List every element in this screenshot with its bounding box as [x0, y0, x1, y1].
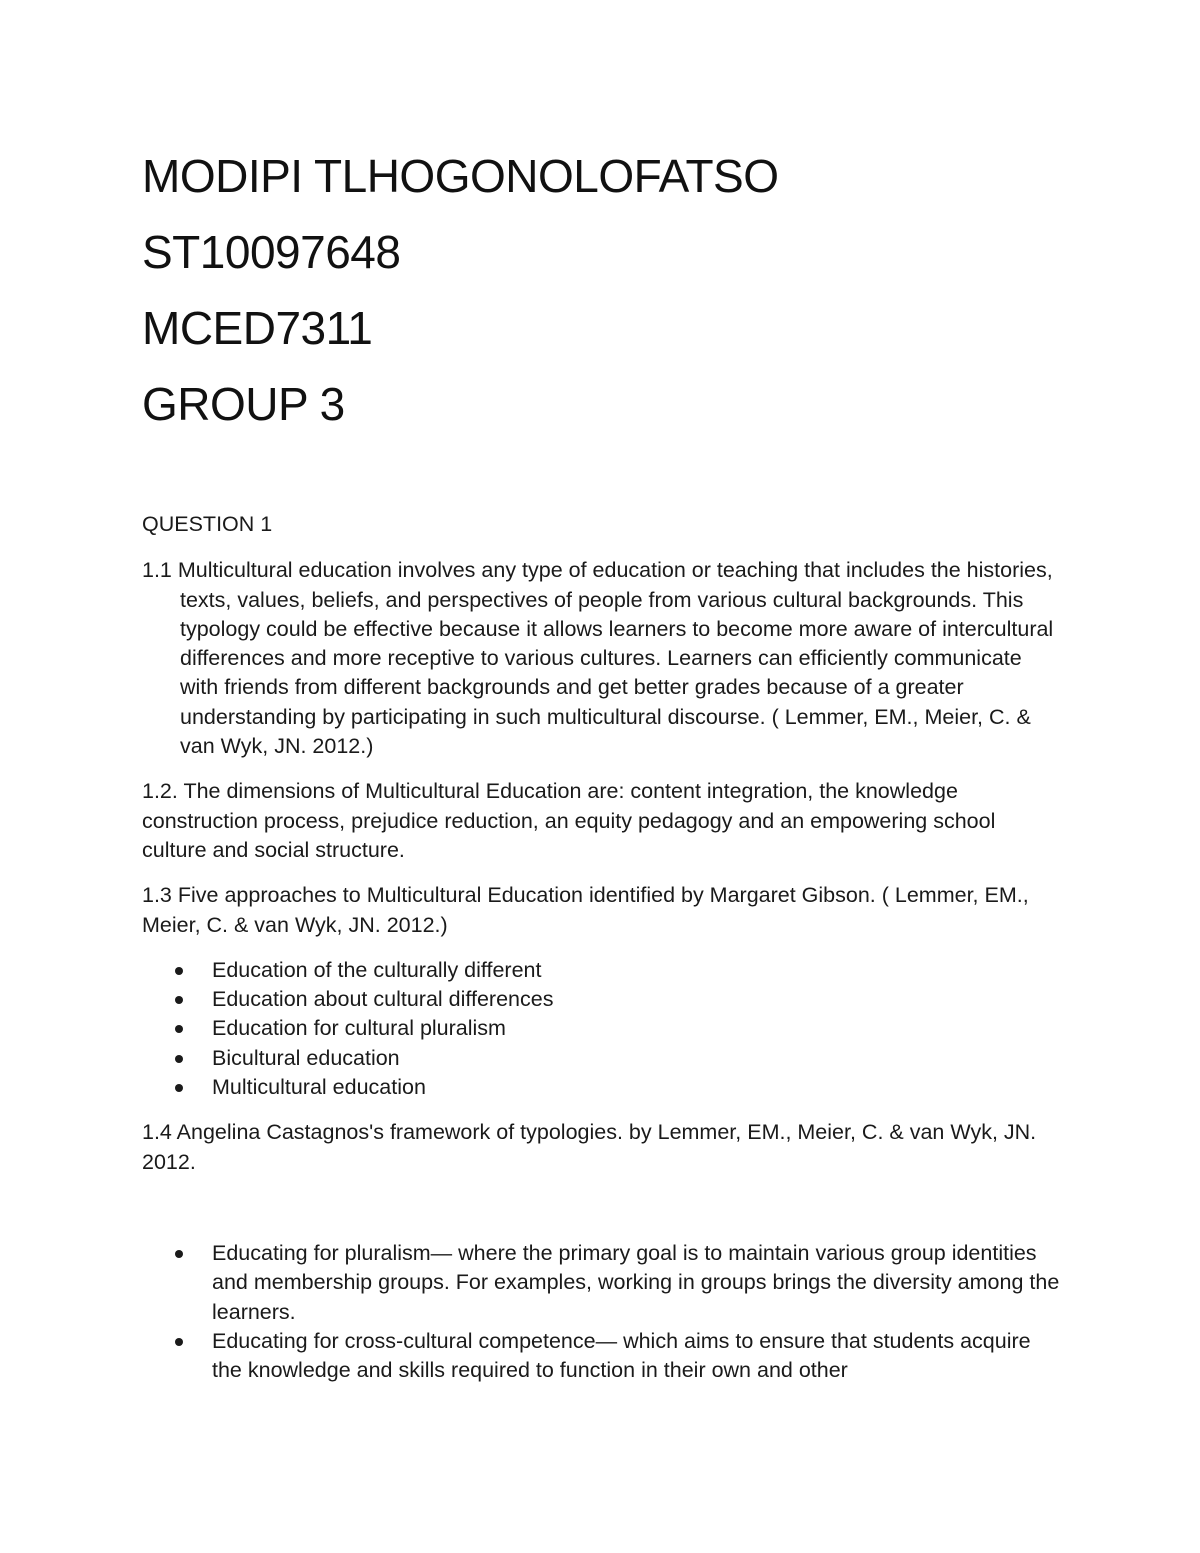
list-item — [142, 1327, 1062, 1386]
list-item-text: Bicultural education — [212, 1045, 400, 1070]
group-label: GROUP 3 — [142, 378, 345, 430]
answer-1-4: 1.4 Angelina Castagnos's framework of typologies. by Lemmer, EM., Meier, C. & van Wyk, JN. 2012. — [142, 1120, 1037, 1174]
list-item — [142, 1014, 1062, 1043]
typologies-list — [142, 1239, 1062, 1385]
bullet-icon — [175, 967, 183, 975]
list-item-text: Educating for pluralism— where the primary goal is to maintain various group identities and membership groups. For examples, working in groups brings the diversity among the learners. — [212, 1240, 1060, 1324]
bullet-icon — [175, 1084, 183, 1092]
bullet-icon — [175, 1250, 183, 1258]
list-item — [142, 985, 1062, 1014]
list-item-text: Education for cultural pluralism — [212, 1016, 506, 1041]
bullet-icon — [175, 1055, 183, 1063]
approaches-list — [142, 956, 1062, 1102]
question-heading: QUESTION 1 — [142, 512, 273, 536]
bullet-icon — [175, 1338, 183, 1346]
answer-1-3: 1.3 Five approaches to Multicultural Education identified by Margaret Gibson. ( Lemmer, EM., Meier, C. & van Wyk, JN. 2012.) — [142, 883, 1029, 937]
bullet-icon — [175, 1025, 183, 1033]
student-name: MODIPI TLHOGONOLOFATSO — [142, 150, 779, 202]
answer-1-1: 1.1 Multicultural education involves any type of education or teaching that includes the histories, texts, values, beliefs, and perspectives of people from various cultural backgrounds. This typology could be effective because it allows learners to become more aware of intercultural differences and more receptive to various cultures. Learners can efficiently communicate with friends from different backgrounds and get better grades because of a greater understanding by participating in such multicultural discourse. ( Lemmer, EM., Meier, C. & van Wyk, JN. 2012.) — [142, 558, 1054, 759]
list-item-text: Educating for cross-cultural competence— which aims to ensure that students acquire the knowledge and skills required to function in their own and other — [212, 1328, 1031, 1383]
list-item — [142, 1239, 1062, 1327]
blank-line — [142, 1193, 1062, 1239]
answer-1-2: 1.2. The dimensions of Multicultural Education are: content integration, the knowledge construction process, prejudice reduction, an equity pedagogy and an empowering school culture and social structure. — [142, 779, 996, 862]
list-item-text: Education of the culturally different — [212, 957, 542, 982]
list-item-text: Education about cultural differences — [212, 987, 554, 1012]
list-item — [142, 956, 1062, 985]
module-code: MCED7311 — [142, 302, 373, 354]
cover-header — [142, 138, 779, 442]
bullet-icon — [175, 996, 183, 1004]
student-number: ST10097648 — [142, 226, 401, 278]
list-item — [142, 1073, 1062, 1102]
list-item-text: Multicultural education — [212, 1075, 426, 1100]
list-item — [142, 1044, 1062, 1073]
document-body — [142, 510, 1062, 1401]
